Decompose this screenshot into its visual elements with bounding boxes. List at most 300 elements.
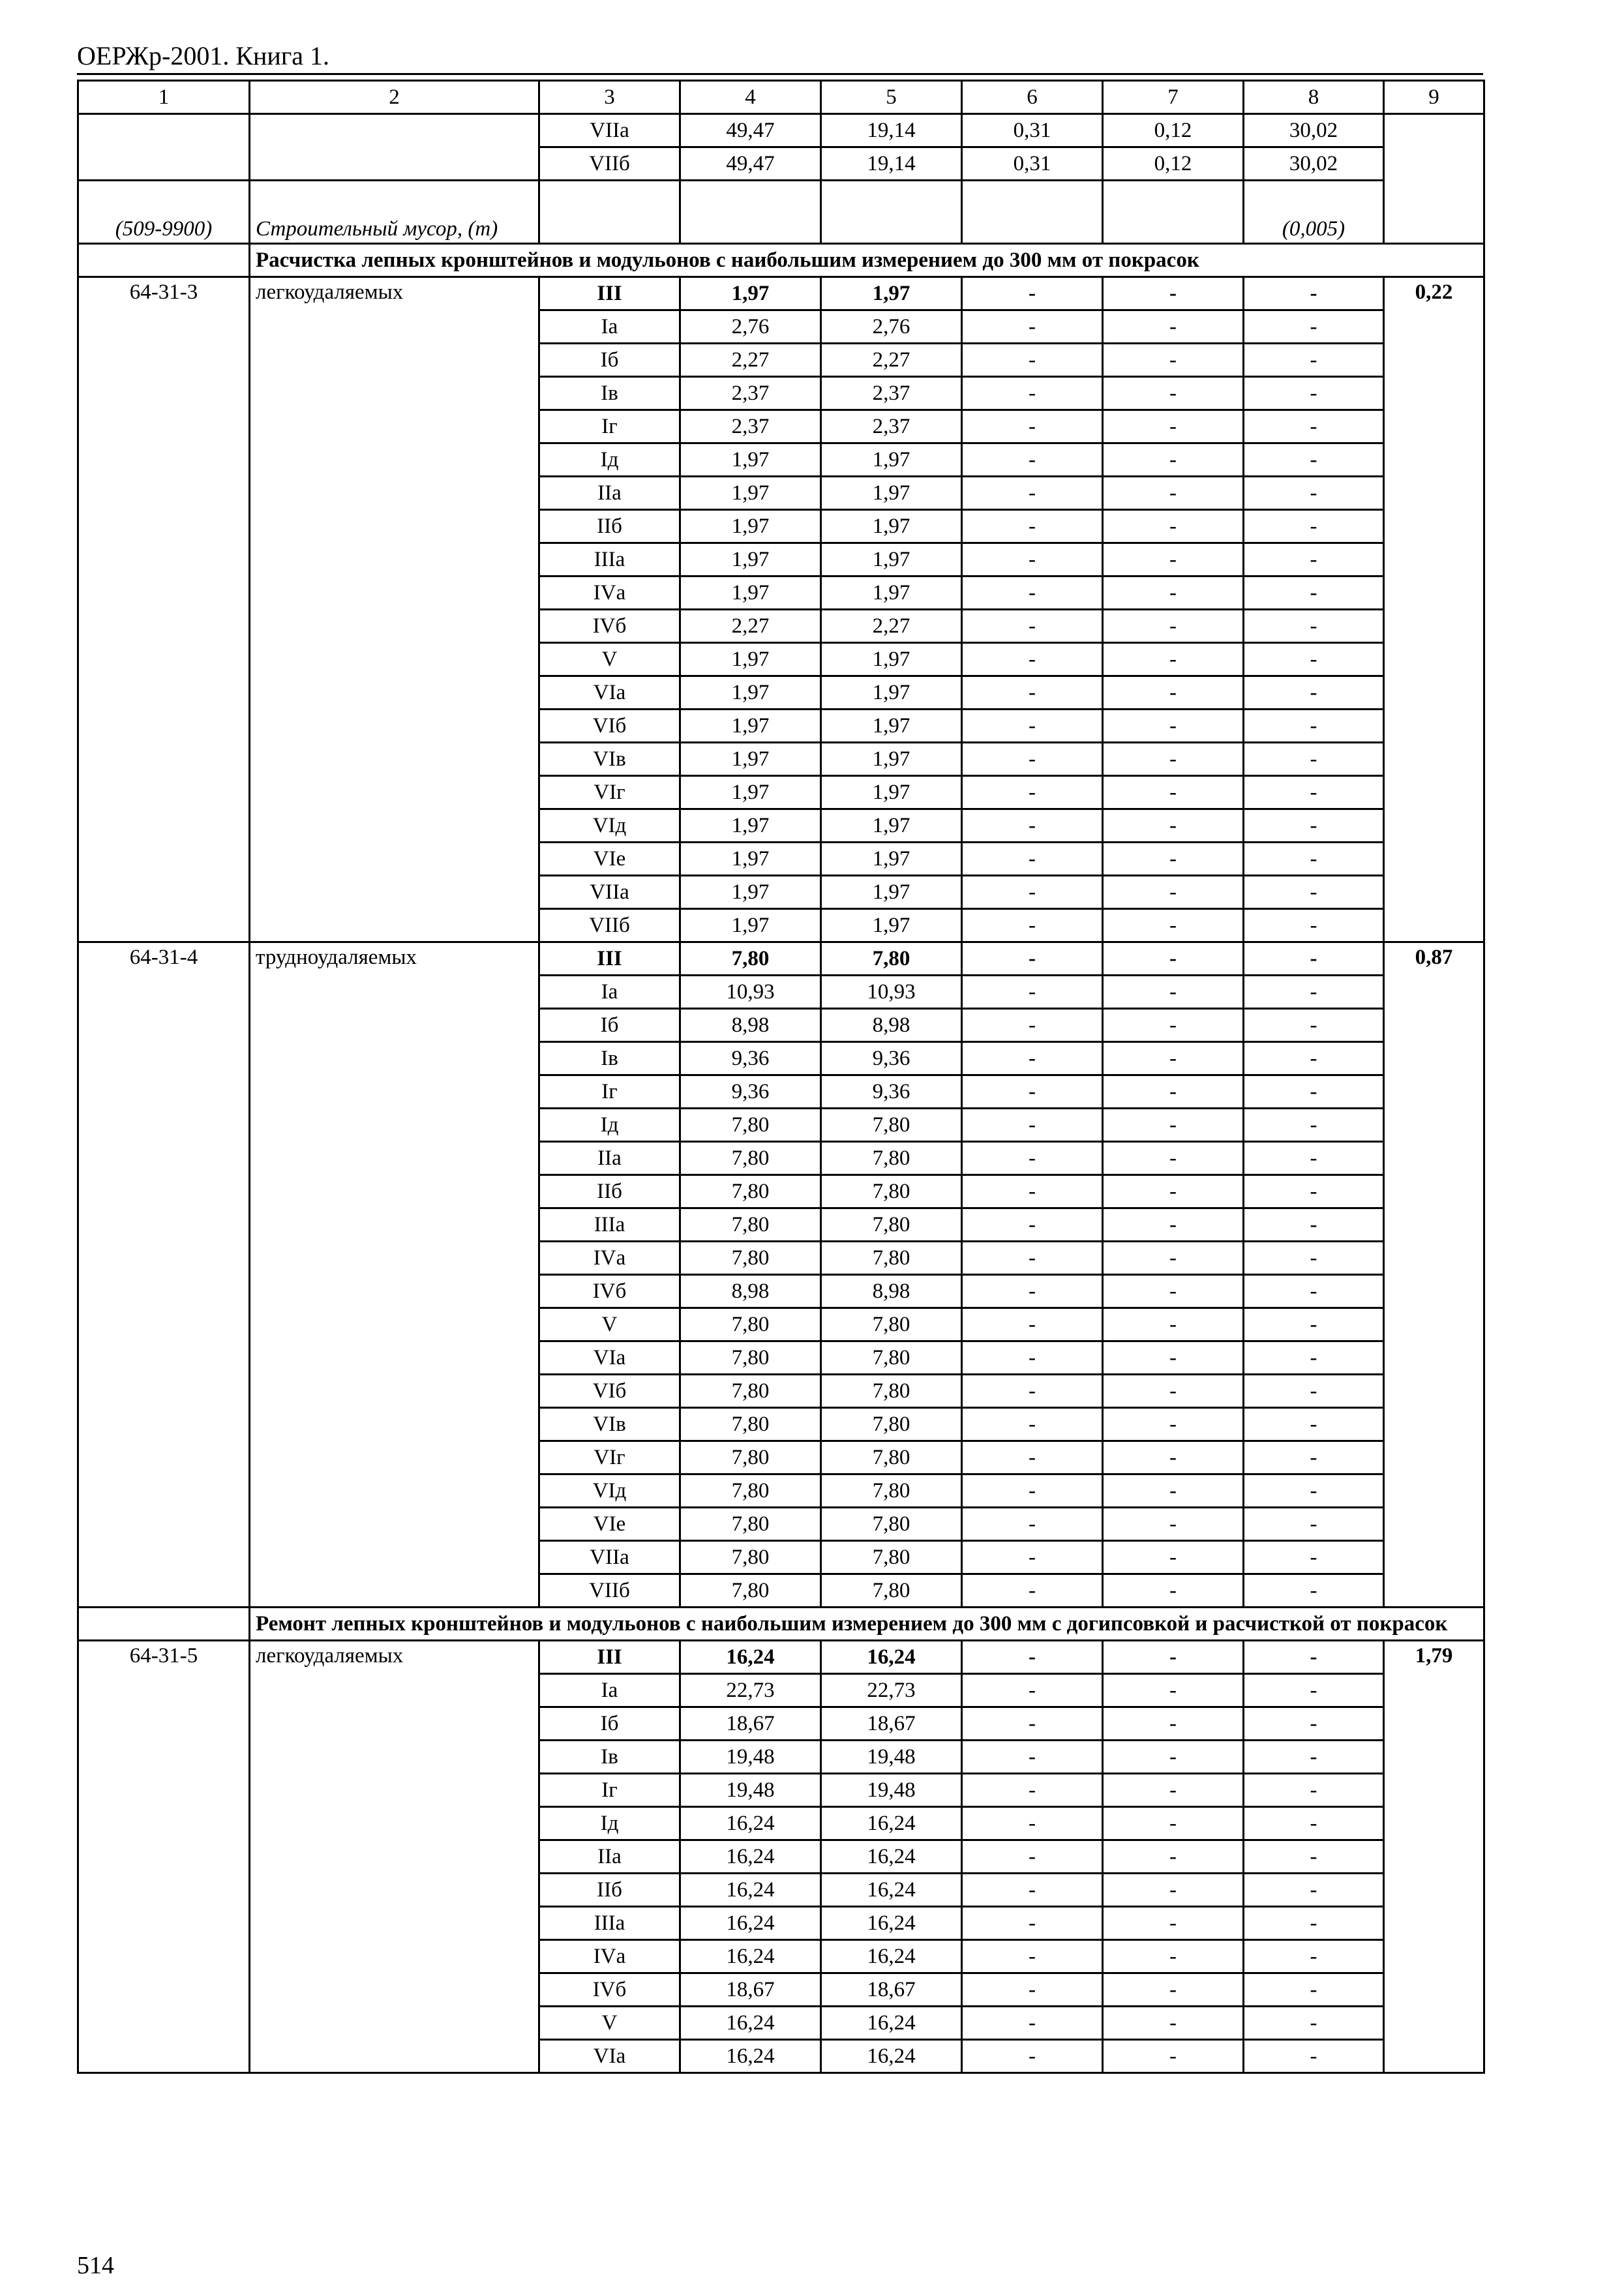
- value-cell-c5: 7,80: [821, 1408, 962, 1441]
- value-cell-c8: 30,02: [1244, 147, 1384, 181]
- zone-cell: Iг: [539, 410, 680, 443]
- value-cell-c7: -: [1103, 2007, 1244, 2040]
- norm-code: 64-31-5: [78, 1641, 250, 2073]
- value-cell-c8: -: [1244, 410, 1384, 443]
- value-cell-c7: -: [1103, 1973, 1244, 2007]
- value-cell-c7: -: [1103, 1874, 1244, 1907]
- value-cell-c6: -: [962, 1741, 1103, 1774]
- norms-table: [77, 80, 1485, 2074]
- value-cell-c6: -: [962, 809, 1103, 843]
- value-cell-c8: -: [1244, 1741, 1384, 1774]
- value-cell-c6: -: [962, 1275, 1103, 1308]
- value-cell-c6: -: [962, 1441, 1103, 1474]
- zone-cell: Iв: [539, 1741, 680, 1774]
- value-cell-c8: 30,02: [1244, 114, 1384, 147]
- value-cell-c8: -: [1244, 1109, 1384, 1142]
- value-cell-c4: 1,97: [680, 743, 821, 776]
- zone-cell: Iа: [539, 310, 680, 344]
- zone-cell: VIIб: [539, 909, 680, 942]
- value-cell-c4: 1,97: [680, 643, 821, 676]
- value-cell-c8: -: [1244, 310, 1384, 344]
- value-cell-c6: -: [962, 1408, 1103, 1441]
- value-cell-c7: -: [1103, 1075, 1244, 1109]
- value-cell-c6: 0,31: [962, 114, 1103, 147]
- value-cell-c8: -: [1244, 576, 1384, 610]
- value-cell-c5: 19,48: [821, 1741, 962, 1774]
- column-number: 6: [962, 81, 1103, 114]
- value-cell-c5: 7,80: [821, 1341, 962, 1375]
- zone-cell: Iд: [539, 443, 680, 477]
- empty-cell: [680, 181, 821, 244]
- value-cell-c5: 1,97: [821, 576, 962, 610]
- zone-cell: IIа: [539, 477, 680, 510]
- table-row: [78, 1641, 1484, 1674]
- value-cell-c4: 1,97: [680, 443, 821, 477]
- value-cell-c8: -: [1244, 1641, 1384, 1674]
- value-cell-c5: 1,97: [821, 510, 962, 543]
- value-cell-c7: -: [1103, 1940, 1244, 1973]
- value-cell-c4: 16,24: [680, 1807, 821, 1840]
- value-cell-c7: -: [1103, 1508, 1244, 1541]
- value-cell-c8: -: [1244, 710, 1384, 743]
- value-cell-c8: -: [1244, 909, 1384, 942]
- value-cell-c8: -: [1244, 443, 1384, 477]
- zone-cell: III: [539, 942, 680, 976]
- value-cell-c5: 7,80: [821, 1308, 962, 1341]
- value-cell-c5: 7,80: [821, 1508, 962, 1541]
- value-cell-c6: -: [962, 1142, 1103, 1175]
- value-cell-c5: 7,80: [821, 1375, 962, 1408]
- value-cell-c5: 1,97: [821, 876, 962, 909]
- value-cell-c6: -: [962, 909, 1103, 942]
- value-cell-c8: -: [1244, 942, 1384, 976]
- value-cell-c5: 1,97: [821, 710, 962, 743]
- value-cell-c7: -: [1103, 410, 1244, 443]
- value-cell-c6: -: [962, 942, 1103, 976]
- table-row: [78, 942, 1484, 976]
- zone-cell: VIIб: [539, 1574, 680, 1608]
- value-cell-c6: -: [962, 1907, 1103, 1940]
- value-cell-c6: -: [962, 576, 1103, 610]
- value-cell-c8: -: [1244, 743, 1384, 776]
- value-cell-c7: -: [1103, 1441, 1244, 1474]
- value-cell-c7: 0,12: [1103, 114, 1244, 147]
- value-cell-c5: 7,80: [821, 1574, 962, 1608]
- zone-cell: VIа: [539, 676, 680, 710]
- value-cell-c4: 7,80: [680, 1508, 821, 1541]
- zone-cell: V: [539, 643, 680, 676]
- value-cell-c7: -: [1103, 1042, 1244, 1075]
- value-cell-c5: 7,80: [821, 1109, 962, 1142]
- value-cell-c6: -: [962, 443, 1103, 477]
- value-cell-c7: -: [1103, 1109, 1244, 1142]
- value-cell-c8: -: [1244, 809, 1384, 843]
- value-cell-c7: -: [1103, 1242, 1244, 1275]
- value-cell-c6: -: [962, 1175, 1103, 1208]
- value-cell-c7: -: [1103, 876, 1244, 909]
- column-number: 3: [539, 81, 680, 114]
- value-cell-c5: 7,80: [821, 942, 962, 976]
- value-cell-c5: 2,76: [821, 310, 962, 344]
- zone-cell: Iа: [539, 976, 680, 1009]
- value-cell-c4: 1,97: [680, 843, 821, 876]
- zone-cell: IVб: [539, 1275, 680, 1308]
- value-cell-c4: 16,24: [680, 1940, 821, 1973]
- value-cell-c8: -: [1244, 477, 1384, 510]
- value-cell-c7: -: [1103, 310, 1244, 344]
- document-header: ОЕРЖр-2001. Книга 1.: [77, 41, 329, 70]
- column-number: 5: [821, 81, 962, 114]
- value-cell-c5: 2,27: [821, 344, 962, 377]
- value-cell-c4: 2,37: [680, 377, 821, 410]
- value-cell-c6: -: [962, 2040, 1103, 2073]
- value-cell-c7: -: [1103, 1840, 1244, 1874]
- material-code: (509-9900): [78, 181, 250, 244]
- value-cell-c6: -: [962, 543, 1103, 576]
- value-cell-c4: 7,80: [680, 942, 821, 976]
- value-cell-c7: -: [1103, 1175, 1244, 1208]
- norm-code: 64-31-3: [78, 277, 250, 942]
- value-cell-c5: 8,98: [821, 1275, 962, 1308]
- value-cell-c5: 1,97: [821, 776, 962, 809]
- value-cell-c4: 8,98: [680, 1009, 821, 1042]
- table-body: [78, 81, 1484, 2073]
- norm-c9: 0,22: [1384, 277, 1484, 942]
- value-cell-c5: 1,97: [821, 676, 962, 710]
- value-cell-c6: -: [962, 776, 1103, 809]
- value-cell-c7: -: [1103, 543, 1244, 576]
- value-cell-c8: -: [1244, 1707, 1384, 1741]
- value-cell-c4: 1,97: [680, 710, 821, 743]
- value-cell-c5: 19,14: [821, 114, 962, 147]
- norm-name: легкоудаляемых: [250, 1641, 539, 2073]
- value-cell-c5: 7,80: [821, 1208, 962, 1242]
- section-title-row: [78, 1608, 1484, 1641]
- value-cell-c6: -: [962, 710, 1103, 743]
- value-cell-c5: 7,80: [821, 1441, 962, 1474]
- zone-cell: VIа: [539, 2040, 680, 2073]
- value-cell-c4: 7,80: [680, 1474, 821, 1508]
- value-cell-c7: -: [1103, 1375, 1244, 1408]
- value-cell-c8: -: [1244, 1807, 1384, 1840]
- zone-cell: Iг: [539, 1774, 680, 1807]
- value-cell-c7: -: [1103, 809, 1244, 843]
- value-cell-c8: -: [1244, 610, 1384, 643]
- value-cell-c5: 16,24: [821, 1840, 962, 1874]
- value-cell-c7: -: [1103, 1574, 1244, 1608]
- value-cell-c8: -: [1244, 1541, 1384, 1574]
- value-cell-c5: 19,14: [821, 147, 962, 181]
- value-cell-c7: -: [1103, 643, 1244, 676]
- norm-name: легкоудаляемых: [250, 277, 539, 942]
- value-cell-c7: -: [1103, 976, 1244, 1009]
- value-cell-c6: -: [962, 643, 1103, 676]
- column-number: 1: [78, 81, 250, 114]
- value-cell-c4: 1,97: [680, 543, 821, 576]
- value-cell-c8: -: [1244, 1973, 1384, 2007]
- value-cell-c5: 19,48: [821, 1774, 962, 1807]
- value-cell-c5: 9,36: [821, 1075, 962, 1109]
- code-cell-empty: [78, 114, 250, 181]
- value-cell-c6: -: [962, 1574, 1103, 1608]
- value-cell-c5: 18,67: [821, 1707, 962, 1741]
- value-cell-c4: 1,97: [680, 776, 821, 809]
- value-cell-c7: -: [1103, 1408, 1244, 1441]
- table-row: [78, 114, 1484, 147]
- column-number: 4: [680, 81, 821, 114]
- value-cell-c6: -: [962, 1973, 1103, 2007]
- value-cell-c6: -: [962, 1375, 1103, 1408]
- value-cell-c6: -: [962, 1541, 1103, 1574]
- value-cell-c8: -: [1244, 1242, 1384, 1275]
- value-cell-c5: 9,36: [821, 1042, 962, 1075]
- value-cell-c7: -: [1103, 1208, 1244, 1242]
- value-cell-c6: -: [962, 1042, 1103, 1075]
- value-cell-c7: -: [1103, 942, 1244, 976]
- zone-cell: VIб: [539, 1375, 680, 1408]
- empty-cell: [539, 181, 680, 244]
- value-cell-c6: -: [962, 976, 1103, 1009]
- value-cell-c8: -: [1244, 377, 1384, 410]
- value-cell-c4: 1,97: [680, 477, 821, 510]
- zone-cell: VIIа: [539, 876, 680, 909]
- value-cell-c7: -: [1103, 710, 1244, 743]
- zone-cell: VIIб: [539, 147, 680, 181]
- value-cell-c8: -: [1244, 1375, 1384, 1408]
- value-cell-c8: -: [1244, 1508, 1384, 1541]
- value-cell-c4: 7,80: [680, 1541, 821, 1574]
- value-cell-c7: -: [1103, 676, 1244, 710]
- value-cell-c4: 1,97: [680, 277, 821, 310]
- value-cell-c6: -: [962, 1075, 1103, 1109]
- value-cell-c6: 0,31: [962, 147, 1103, 181]
- value-cell-c4: 7,80: [680, 1375, 821, 1408]
- value-cell-c8: -: [1244, 344, 1384, 377]
- zone-cell: VIв: [539, 1408, 680, 1441]
- value-cell-c4: 7,80: [680, 1308, 821, 1341]
- zone-cell: Iб: [539, 344, 680, 377]
- value-cell-c5: 16,24: [821, 2040, 962, 2073]
- column-number: 2: [250, 81, 539, 114]
- zone-cell: VIIа: [539, 114, 680, 147]
- value-cell-c4: 1,97: [680, 876, 821, 909]
- value-cell-c5: 7,80: [821, 1541, 962, 1574]
- value-cell-c5: 1,97: [821, 909, 962, 942]
- value-cell-c8: -: [1244, 1142, 1384, 1175]
- value-cell-c8: -: [1244, 2040, 1384, 2073]
- value-cell-c4: 7,80: [680, 1208, 821, 1242]
- value-cell-c7: -: [1103, 743, 1244, 776]
- value-cell-c8: -: [1244, 1874, 1384, 1907]
- value-cell-c4: 7,80: [680, 1408, 821, 1441]
- value-cell-c4: 18,67: [680, 1707, 821, 1741]
- zone-cell: IIIа: [539, 543, 680, 576]
- value-cell-c7: -: [1103, 1541, 1244, 1574]
- value-cell-c7: -: [1103, 2040, 1244, 2073]
- value-cell-c6: -: [962, 1109, 1103, 1142]
- value-cell-c6: -: [962, 2007, 1103, 2040]
- section-spacer: [78, 1608, 250, 1641]
- section-title: Ремонт лепных кронштейнов и модульонов с наибольшим измерением до 300 мм с догипсовкой и расчисткой от покрасок: [250, 1608, 1484, 1641]
- value-cell-c5: 16,24: [821, 1807, 962, 1840]
- value-cell-c6: -: [962, 310, 1103, 344]
- value-cell-c8: -: [1244, 1774, 1384, 1807]
- value-cell-c4: 7,80: [680, 1341, 821, 1375]
- value-cell-c4: 2,76: [680, 310, 821, 344]
- value-cell-c8: -: [1244, 1042, 1384, 1075]
- zone-cell: VIв: [539, 743, 680, 776]
- zone-cell: IVб: [539, 1973, 680, 2007]
- column-number-row: [78, 81, 1484, 114]
- value-cell-c6: -: [962, 1707, 1103, 1741]
- zone-cell: V: [539, 2007, 680, 2040]
- value-cell-c4: 9,36: [680, 1042, 821, 1075]
- value-cell-c7: -: [1103, 1674, 1244, 1707]
- value-cell-c8: -: [1244, 1474, 1384, 1508]
- value-cell-c4: 16,24: [680, 1907, 821, 1940]
- column-number: 9: [1384, 81, 1484, 114]
- value-cell-c5: 16,24: [821, 1940, 962, 1973]
- value-cell-c7: -: [1103, 443, 1244, 477]
- norm-c9: 1,79: [1384, 1641, 1484, 2073]
- zone-cell: III: [539, 1641, 680, 1674]
- value-cell-c8: -: [1244, 1940, 1384, 1973]
- value-cell-c8: -: [1244, 1275, 1384, 1308]
- value-cell-c8: -: [1244, 1208, 1384, 1242]
- value-cell-c7: -: [1103, 1142, 1244, 1175]
- value-cell-c8: -: [1244, 1574, 1384, 1608]
- value-cell-c4: 18,67: [680, 1973, 821, 2007]
- zone-cell: Iв: [539, 377, 680, 410]
- value-cell-c6: -: [962, 277, 1103, 310]
- value-cell-c4: 7,80: [680, 1574, 821, 1608]
- value-cell-c4: 10,93: [680, 976, 821, 1009]
- value-cell-c6: -: [962, 876, 1103, 909]
- value-cell-c7: -: [1103, 610, 1244, 643]
- value-cell-c7: -: [1103, 1807, 1244, 1840]
- value-cell-c6: -: [962, 510, 1103, 543]
- zone-cell: VIе: [539, 843, 680, 876]
- value-cell-c8: -: [1244, 1075, 1384, 1109]
- value-cell-c7: -: [1103, 277, 1244, 310]
- value-cell-c5: 16,24: [821, 2007, 962, 2040]
- value-cell-c8: -: [1244, 976, 1384, 1009]
- value-cell-c8: -: [1244, 1308, 1384, 1341]
- value-cell-c7: 0,12: [1103, 147, 1244, 181]
- value-cell-c8: -: [1244, 1408, 1384, 1441]
- value-cell-c7: -: [1103, 843, 1244, 876]
- value-cell-c6: -: [962, 1341, 1103, 1375]
- value-cell-c4: 19,48: [680, 1774, 821, 1807]
- value-cell-c4: 16,24: [680, 2007, 821, 2040]
- zone-cell: Iд: [539, 1109, 680, 1142]
- value-cell-c4: 8,98: [680, 1275, 821, 1308]
- value-cell-c5: 18,67: [821, 1973, 962, 2007]
- zone-cell: IVа: [539, 1242, 680, 1275]
- value-cell-c7: -: [1103, 909, 1244, 942]
- value-cell-c7: -: [1103, 576, 1244, 610]
- header-rule: [77, 73, 1483, 75]
- zone-cell: Iг: [539, 1075, 680, 1109]
- value-cell-c6: -: [962, 477, 1103, 510]
- zone-cell: VIIа: [539, 1541, 680, 1574]
- value-cell-c6: -: [962, 1308, 1103, 1341]
- section-title-row: [78, 244, 1484, 277]
- value-cell-c6: -: [962, 1674, 1103, 1707]
- zone-cell: VIг: [539, 776, 680, 809]
- value-cell-c4: 16,24: [680, 1641, 821, 1674]
- section-spacer: [78, 244, 250, 277]
- c9-cell-empty: [1384, 114, 1484, 244]
- value-cell-c8: -: [1244, 776, 1384, 809]
- value-cell-c4: 2,27: [680, 344, 821, 377]
- value-cell-c7: -: [1103, 1275, 1244, 1308]
- zone-cell: IIIа: [539, 1208, 680, 1242]
- value-cell-c6: -: [962, 610, 1103, 643]
- value-cell-c7: -: [1103, 344, 1244, 377]
- value-cell-c6: -: [962, 1807, 1103, 1840]
- zone-cell: VIе: [539, 1508, 680, 1541]
- norm-name: трудноудаляемых: [250, 942, 539, 1608]
- value-cell-c8: -: [1244, 1009, 1384, 1042]
- zone-cell: VIд: [539, 1474, 680, 1508]
- value-cell-c4: 7,80: [680, 1142, 821, 1175]
- value-cell-c4: 19,48: [680, 1741, 821, 1774]
- value-cell-c8: -: [1244, 1441, 1384, 1474]
- value-cell-c7: -: [1103, 776, 1244, 809]
- value-cell-c4: 1,97: [680, 576, 821, 610]
- zone-cell: IIб: [539, 1874, 680, 1907]
- value-cell-c7: -: [1103, 1741, 1244, 1774]
- value-cell-c5: 10,93: [821, 976, 962, 1009]
- value-cell-c6: -: [962, 1009, 1103, 1042]
- value-cell-c4: 1,97: [680, 510, 821, 543]
- value-cell-c5: 7,80: [821, 1142, 962, 1175]
- value-cell-c8: -: [1244, 1674, 1384, 1707]
- value-cell-c7: -: [1103, 1907, 1244, 1940]
- value-cell-c6: -: [962, 1840, 1103, 1874]
- value-cell-c5: 16,24: [821, 1641, 962, 1674]
- value-cell-c4: 7,80: [680, 1175, 821, 1208]
- zone-cell: VIб: [539, 710, 680, 743]
- zone-cell: IVб: [539, 610, 680, 643]
- value-cell-c5: 7,80: [821, 1474, 962, 1508]
- value-cell-c8: -: [1244, 1840, 1384, 1874]
- value-cell-c8: -: [1244, 1341, 1384, 1375]
- zone-cell: Iв: [539, 1042, 680, 1075]
- value-cell-c6: -: [962, 1940, 1103, 1973]
- value-cell-c6: -: [962, 1242, 1103, 1275]
- value-cell-c4: 7,80: [680, 1441, 821, 1474]
- zone-cell: Iд: [539, 1807, 680, 1840]
- value-cell-c4: 7,80: [680, 1109, 821, 1142]
- value-cell-c6: -: [962, 410, 1103, 443]
- section-title: Расчистка лепных кронштейнов и модульонов с наибольшим измерением до 300 мм от покрасок: [250, 244, 1484, 277]
- value-cell-c7: -: [1103, 377, 1244, 410]
- value-cell-c8: -: [1244, 1907, 1384, 1940]
- value-cell-c4: 7,80: [680, 1242, 821, 1275]
- empty-cell: [821, 181, 962, 244]
- value-cell-c7: -: [1103, 477, 1244, 510]
- zone-cell: VIа: [539, 1341, 680, 1375]
- value-cell-c5: 16,24: [821, 1907, 962, 1940]
- value-cell-c6: -: [962, 344, 1103, 377]
- material-value: (0,005): [1244, 181, 1384, 244]
- value-cell-c4: 1,97: [680, 809, 821, 843]
- norm-code: 64-31-4: [78, 942, 250, 1608]
- value-cell-c5: 8,98: [821, 1009, 962, 1042]
- value-cell-c5: 1,97: [821, 543, 962, 576]
